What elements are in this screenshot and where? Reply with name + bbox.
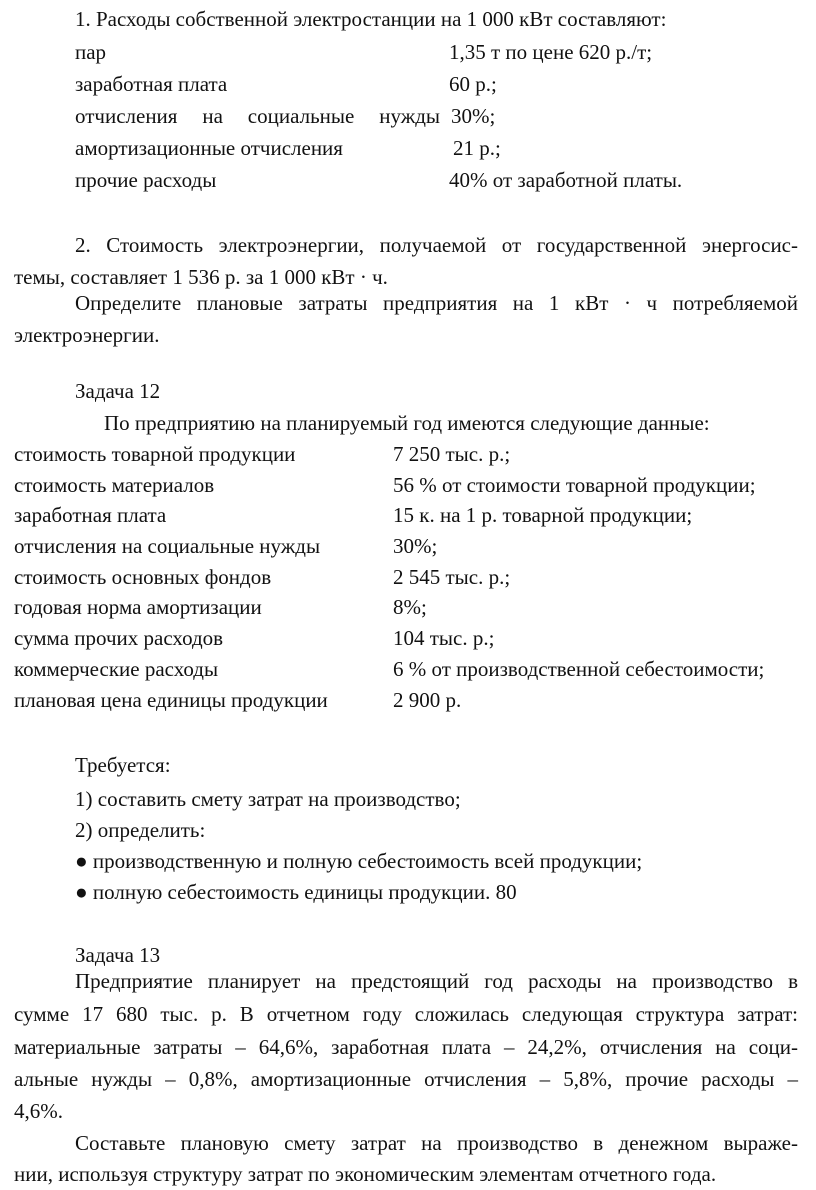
task13-paragraph-line: материальные затраты – 64,6%, заработная плата – 24,2%, отчисления на соци-: [14, 1035, 798, 1059]
task12-item-value: 104 тыс. р.;: [393, 626, 495, 650]
task12-item-label: стоимость основных фондов: [14, 565, 272, 589]
task13-paragraph-line: 4,6%.: [14, 1099, 63, 1123]
task12-item-value: 30%;: [393, 534, 438, 558]
section1-item-label: заработная плата: [75, 72, 228, 96]
section1-item-value: 1,35 т по цене 620 р./т;: [449, 40, 653, 64]
task12-requirement: 2) определить:: [75, 818, 206, 842]
section1-item-label: амортизационные отчисления: [75, 136, 343, 160]
task12-item-label: годовая норма амортизации: [14, 595, 262, 619]
task12-item-label: стоимость материалов: [14, 473, 215, 497]
task12-requirement: 1) составить смету затрат на производство;: [75, 787, 461, 811]
task12-bullet: ● полную себестоимость единицы продукции. 80: [75, 880, 517, 904]
section2-question: Определите плановые затраты предприятия на 1 кВт · ч потребляемой: [75, 291, 798, 315]
section1-item-value: 21 р.;: [453, 136, 501, 160]
section2-line: темы, составляет 1 536 р. за 1 000 кВт · ч.: [14, 265, 388, 289]
task12-item-label: сумма прочих расходов: [14, 626, 224, 650]
section1-item-value: 30%;: [451, 104, 496, 128]
task12-item-value: 2 545 тыс. р.;: [393, 565, 511, 589]
task13-paragraph-line: сумме 17 680 тыс. р. В отчетном году сложилась следующая структура затрат:: [14, 1002, 798, 1026]
task12-title: Задача 12: [75, 379, 161, 403]
task13-paragraph-line: альные нужды – 0,8%, амортизационные отчисления – 5,8%, прочие расходы –: [14, 1067, 798, 1091]
section1-item-label: отчисления на социальные нужды: [75, 104, 440, 128]
section2-question: электроэнергии.: [14, 323, 160, 347]
task12-required: Требуется:: [75, 753, 171, 777]
task13-title: Задача 13: [75, 943, 161, 967]
task12-item-label: коммерческие расходы: [14, 657, 219, 681]
task12-item-value: 15 к. на 1 р. товарной продукции;: [393, 503, 693, 527]
task12-item-label: плановая цена единицы продукции: [14, 688, 328, 712]
section2-line: 2. Стоимость электроэнергии, получаемой от государственной энергосис-: [75, 233, 798, 257]
task13-paragraph-line: Предприятие планирует на предстоящий год расходы на производство в: [75, 969, 798, 993]
section1-item-value: 40% от заработной платы.: [449, 168, 683, 192]
section1-intro: 1. Расходы собственной электростанции на 1 000 кВт составляют:: [75, 7, 667, 31]
task12-item-value: 6 % от производственной себестоимости;: [393, 657, 765, 681]
section1-item-label: пар: [75, 40, 107, 64]
section1-item-value: 60 р.;: [449, 72, 497, 96]
task12-item-label: отчисления на социальные нужды: [14, 534, 321, 558]
task12-intro: По предприятию на планируемый год имеются следующие данные:: [104, 411, 710, 435]
task12-item-label: заработная плата: [14, 503, 167, 527]
section1-item-label: прочие расходы: [75, 168, 217, 192]
task12-item-value: 56 % от стоимости товарной продукции;: [393, 473, 756, 497]
task12-item-value: 8%;: [393, 595, 427, 619]
task12-item-value: 7 250 тыс. р.;: [393, 442, 511, 466]
task12-item-label: стоимость товарной продукции: [14, 442, 296, 466]
task12-bullet: ● производственную и полную себестоимость всей продукции;: [75, 849, 643, 873]
task13-paragraph-line: нии, используя структуру затрат по экономическим элементам отчетного года.: [14, 1162, 717, 1186]
task13-paragraph-line: Составьте плановую смету затрат на производство в денежном выраже-: [75, 1131, 798, 1155]
task12-item-value: 2 900 р.: [393, 688, 462, 712]
